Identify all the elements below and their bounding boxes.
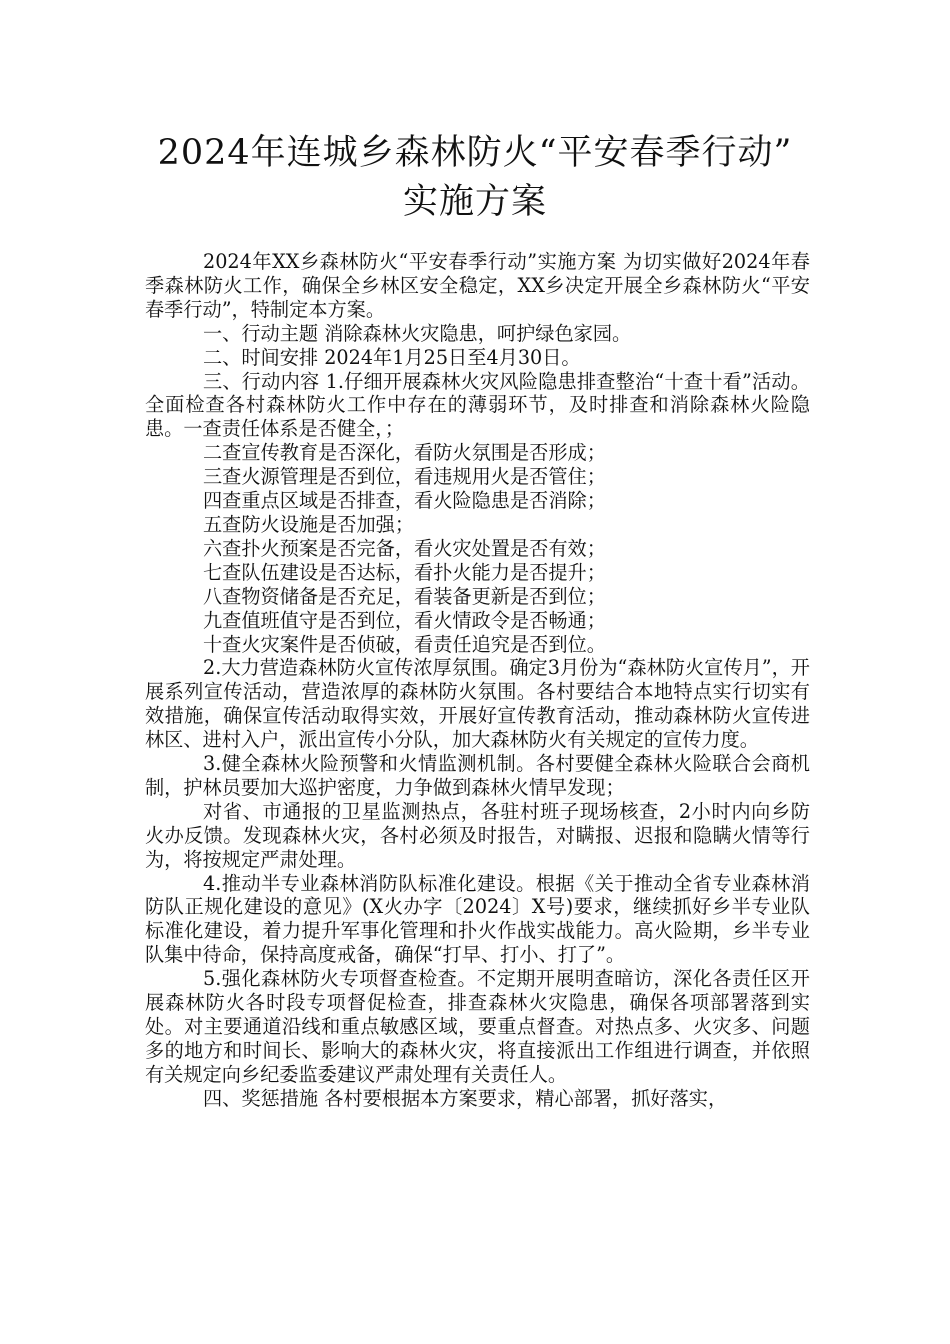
list-item-check-6: 六查扑火预案是否完备，看火灾处置是否有效；: [203, 536, 606, 560]
list-item-check-5: 五查防火设施是否加强；: [203, 512, 415, 536]
document-body: [145, 250, 810, 1111]
list-item-check-9: 九查值班值守是否到位，看火情政令是否畅通；: [203, 608, 606, 632]
list-item-check-10: 十查火灾案件是否侦破，看责任追究是否到位。: [203, 632, 606, 656]
paragraph-rewards: 四、奖惩措施 各村要根据本方案要求，精心部署，抓好落实，: [203, 1086, 728, 1110]
paragraph-content: 三、行动内容 1.仔细开展森林火灾风险隐患排查整治“十查十看”活动。全面检查各村森林防火工作中存在的薄弱环节，及时排查和消除森林火险隐患。一查责任体系是否健全，；: [145, 369, 810, 441]
paragraph-satellite: 对省、市通报的卫星监测热点，各驻村班子现场核查，2小时内向乡防火办反馈。发现森林火灾，各村必须及时报告，对瞒报、迟报和隐瞒火情等行为，将按规定严肃处理。: [145, 799, 810, 871]
document-title-line1: 2024年连城乡森林防火“平安春季行动”: [157, 133, 793, 173]
list-item-check-3: 三查火源管理是否到位，看违规用火是否管住；: [203, 465, 606, 489]
list-item-check-4: 四查重点区域是否排查，看火险隐患是否消除；: [203, 489, 606, 513]
document-title-line2: 实施方案: [402, 182, 547, 222]
list-item-check-7: 七查队伍建设是否达标，看扑火能力是否提升；: [203, 560, 606, 584]
paragraph-warning: 3.健全森林火险预警和火情监测机制。各村要健全森林火险联合会商机制，护林员要加大巡护密度，力争做到森林火情早发现；: [145, 752, 810, 799]
paragraph-firefighting-team: 4.推动半专业森林消防队标准化建设。根据《关于推动全省专业森林消防队正规化建设的意见》(X火办字〔2024〕X号)要求，继续抓好乡半专业队标准化建设，着力提升军事化管理和扑火作战实战能力。高火险期，乡半专业队集中待命，保持高度戒备，确保“打早、打小、打了”。: [145, 871, 810, 967]
paragraph-theme: 一、行动主题 消除森林火灾隐患，呵护绿色家园。: [203, 321, 632, 345]
list-item-check-8: 八查物资储备是否充足，看装备更新是否到位；: [203, 584, 606, 608]
paragraph-supervision: 5.强化森林防火专项督查检查。不定期开展明查暗访，深化各责任区开展森林防火各时段专项督促检查，排查森林火灾隐患，确保各项部署落到实处。对主要通道沿线和重点敏感区域，要重点督查。对热点多、火灾多、问题多的地方和时间长、影响大的森林火灾，将直接派出工作组进行调查，并依照有关规定向乡纪委监委建议严肃处理有关责任人。: [145, 967, 810, 1086]
paragraph-intro: 2024年XX乡森林防火“平安春季行动”实施方案 为切实做好2024年春季森林防火工作，确保全乡林区安全稳定，XX乡决定开展全乡森林防火“平安春季行动”，特制定本方案。: [145, 250, 810, 321]
paragraph-schedule: 二、时间安排 2024年1月25日至4月30日。: [203, 345, 581, 369]
list-item-check-2: 二查宣传教育是否深化，看防火氛围是否形成；: [203, 441, 606, 465]
paragraph-publicity: 2.大力营造森林防火宣传浓厚氛围。确定3月份为“森林防火宣传月”，开展系列宣传活动，营造浓厚的森林防火氛围。各村要结合本地特点实行切实有效措施，确保宣传活动取得实效，开展好宣传教育活动，推动森林防火宣传进林区、进村入户，派出宣传小分队，加大森林防火有关规定的宣传力度。: [145, 656, 810, 752]
